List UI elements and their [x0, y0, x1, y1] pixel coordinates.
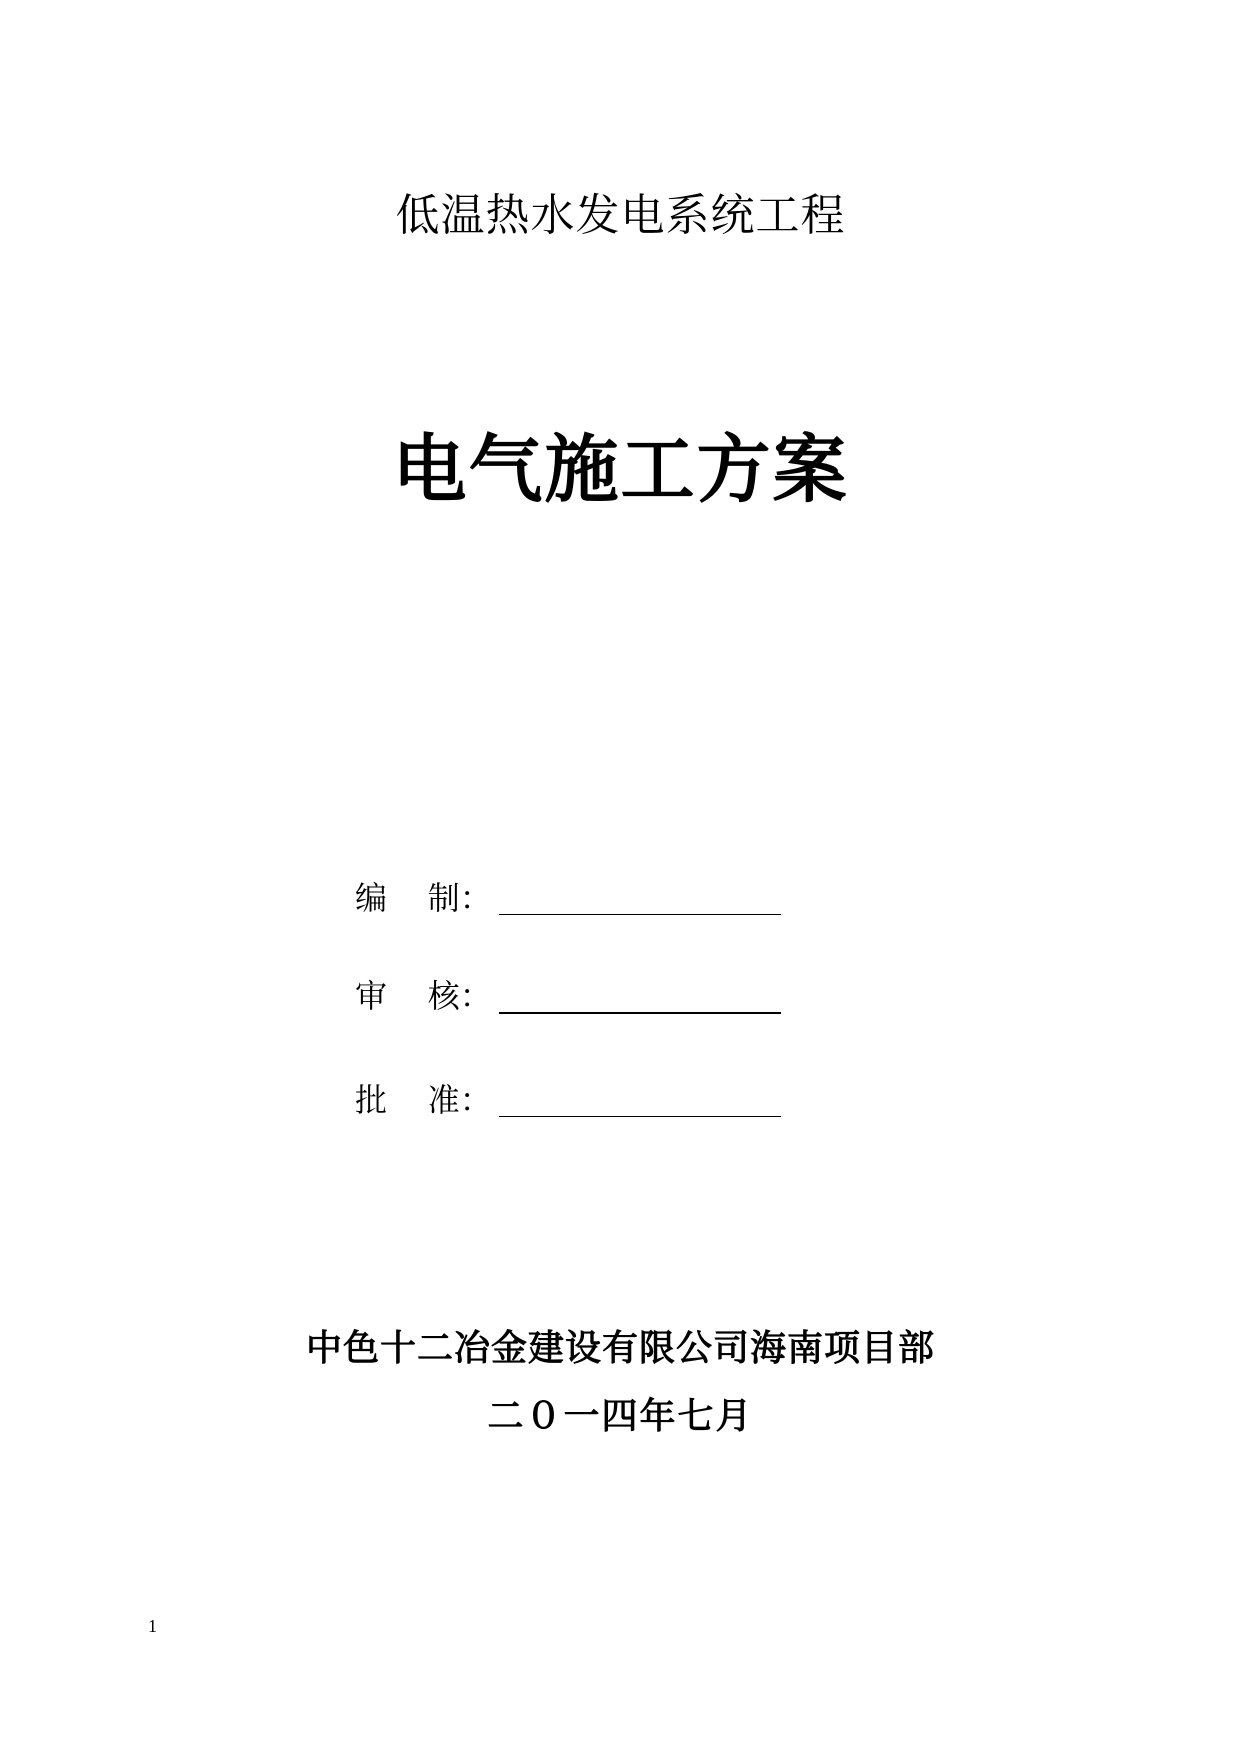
signature-label-review: 审 核：: [355, 977, 492, 1015]
signature-row-compile: [355, 870, 785, 920]
signature-row-approve: [355, 1072, 785, 1122]
signature-label-approve: 批 准：: [355, 1081, 492, 1119]
signature-row-review: [355, 968, 785, 1018]
project-title: 低温热水发电系统工程: [395, 190, 846, 241]
signature-line-compile: [499, 914, 781, 915]
signature-line-approve: [499, 1116, 781, 1117]
page-number: 1: [148, 1616, 157, 1636]
signature-line-review: [499, 1012, 781, 1014]
company-name: 中色十二冶金建设有限公司海南项目部: [305, 1328, 935, 1369]
signature-label-compile: 编 制：: [355, 879, 492, 917]
document-title: 电气施工方案: [392, 427, 849, 513]
document-date: 二０一四年七月: [487, 1396, 754, 1437]
